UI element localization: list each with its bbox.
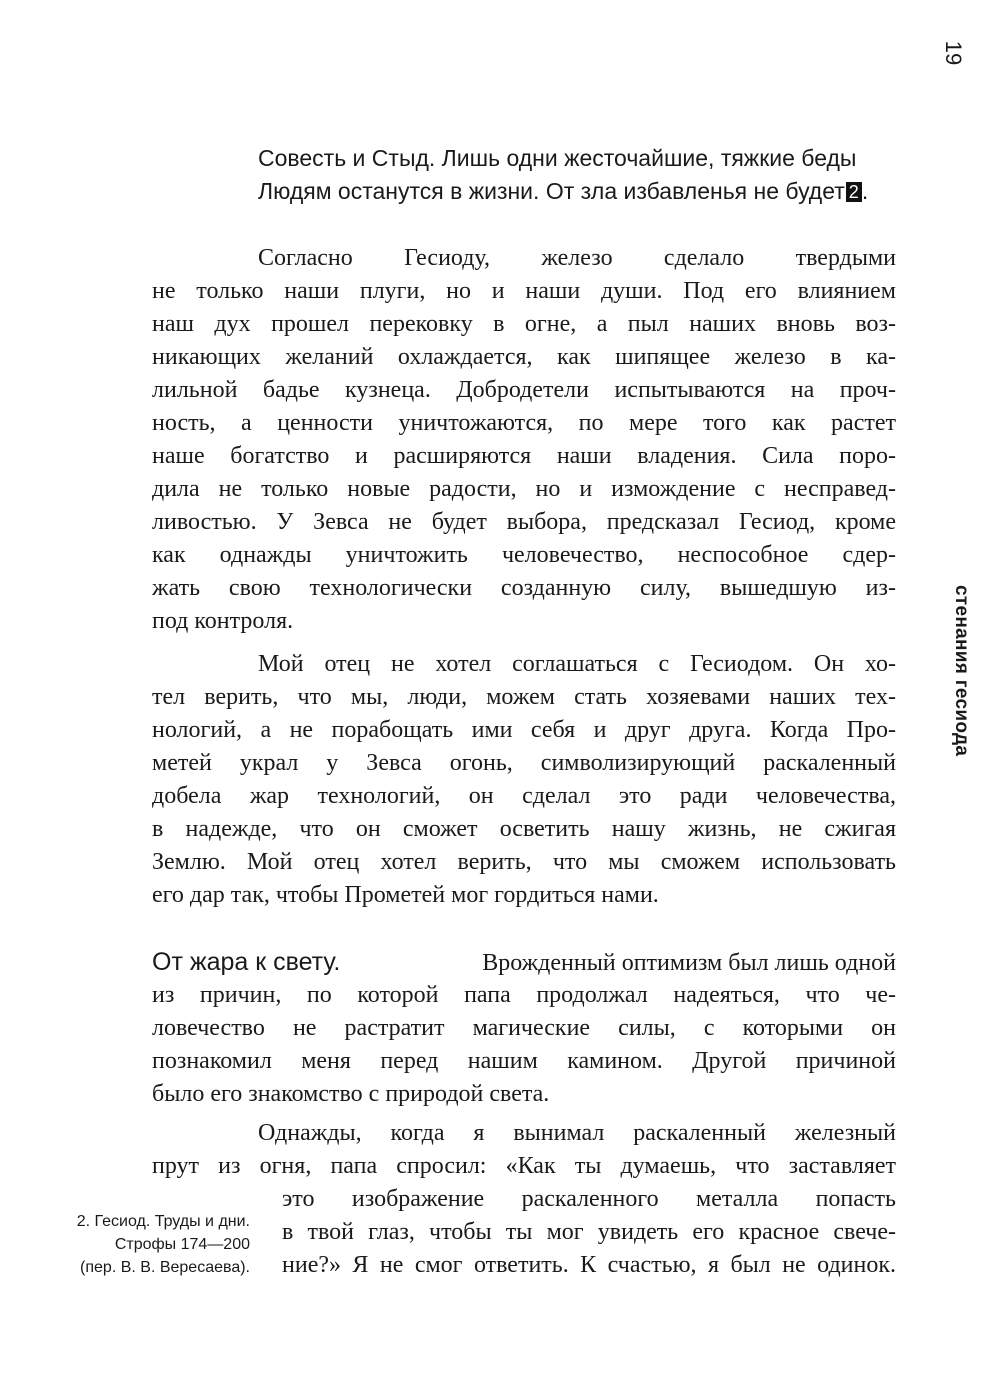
p1-line-10: как однажды уничтожить человечество, неспособное сдер-: [152, 542, 896, 568]
p1-line-5: лильной бадье кузнеца. Добродетели испытываются на проч-: [152, 377, 896, 403]
section-first-line-text: Врожденный оптимизм был лишь одной: [482, 950, 896, 976]
section-line-3: ловечество не растратит магические силы, с которыми он: [152, 1015, 896, 1041]
running-head: стенания гесиода: [951, 585, 972, 757]
p2-line-5: добела жар технологий, он сделал это ради человечества,: [152, 783, 896, 809]
p2-line-6: в надежде, что он сможет осветить нашу жизнь, не сжигая: [152, 816, 896, 842]
footnote-line-3: (пер. В. В. Вересаева).: [80, 1259, 250, 1276]
verse-line-1: Совесть и Стыд. Лишь одни жесточайшие, тяжкие беды: [258, 145, 857, 171]
p2-line-2: тел верить, что мы, люди, можем стать хозяевами наших тех-: [152, 684, 896, 710]
p1-line-4: никающих желаний охлаждается, как шипящее железо в ка-: [152, 344, 896, 370]
section-line-2: из причин, по которой папа продолжал надеяться, что че-: [152, 982, 896, 1008]
p1-line-1: Согласно Гесиоду, железо сделало твердыми: [258, 245, 896, 271]
p1-line-3: наш дух прошел перековку в огне, а пыл наших вновь воз-: [152, 311, 896, 337]
p2-line-1: Мой отец не хотел соглашаться с Гесиодом. Он хо-: [258, 651, 896, 677]
verse-line-2-end: .: [861, 178, 869, 204]
p3-line-2: прут из огня, папа спросил: «Как ты думаешь, что заставляет: [152, 1153, 896, 1179]
p1-line-8: дила не только новые радости, но и измождение с несправед-: [152, 476, 896, 502]
section-line-4: познакомил меня перед нашим камином. Другой причиной: [152, 1048, 896, 1074]
p3-line-4: в твой глаз, чтобы ты мог увидеть его красное свече-: [282, 1219, 896, 1245]
section-heading: От жара к свету.: [152, 948, 341, 976]
verse-line-2: [258, 175, 868, 208]
p1-line-7: наше богатство и расширяются наши владения. Сила поро-: [152, 443, 896, 469]
p3-line-5: ние?» Я не смог ответить. К счастью, я был не одинок.: [282, 1252, 896, 1278]
section-first-line: [152, 946, 896, 980]
page-number: 19: [941, 40, 966, 66]
section-line-5: было его знакомство с природой света.: [152, 1081, 550, 1107]
footnote: [40, 1210, 250, 1279]
p3-line-1: Однажды, когда я вынимал раскаленный железный: [258, 1120, 896, 1146]
footnote-line-2: Строфы 174—200: [114, 1236, 250, 1253]
footnote-marker[interactable]: 2: [846, 182, 862, 202]
p1-line-6: ность, а ценности уничтожаются, по мере того как растет: [152, 410, 896, 436]
p2-line-7: Землю. Мой отец хотел верить, что мы сможем использовать: [152, 849, 896, 875]
p2-line-4: метей украл у Зевса огонь, символизирующий раскаленный: [152, 750, 896, 776]
footnote-line-1: 2. Гесиод. Труды и дни.: [76, 1213, 250, 1230]
p1-line-2: не только наши плуги, но и наши души. Под его влиянием: [152, 278, 896, 304]
p2-line-3: нологий, а не порабощать ими себя и друг друга. Когда Про-: [152, 717, 896, 743]
p1-line-11: жать свою технологически созданную силу, вышедшую из-: [152, 575, 896, 601]
p1-line-12: под контроля.: [152, 608, 294, 634]
p2-line-8: его дар так, чтобы Прометей мог гордиться нами.: [152, 882, 659, 908]
p1-line-9: ливостью. У Зевса не будет выбора, предсказал Гесиод, кроме: [152, 509, 896, 535]
p3-line-3: это изображение раскаленного металла попасть: [282, 1186, 896, 1212]
verse-line-2-text: Людям останутся в жизни. От зла избавленья не будет: [258, 178, 845, 204]
